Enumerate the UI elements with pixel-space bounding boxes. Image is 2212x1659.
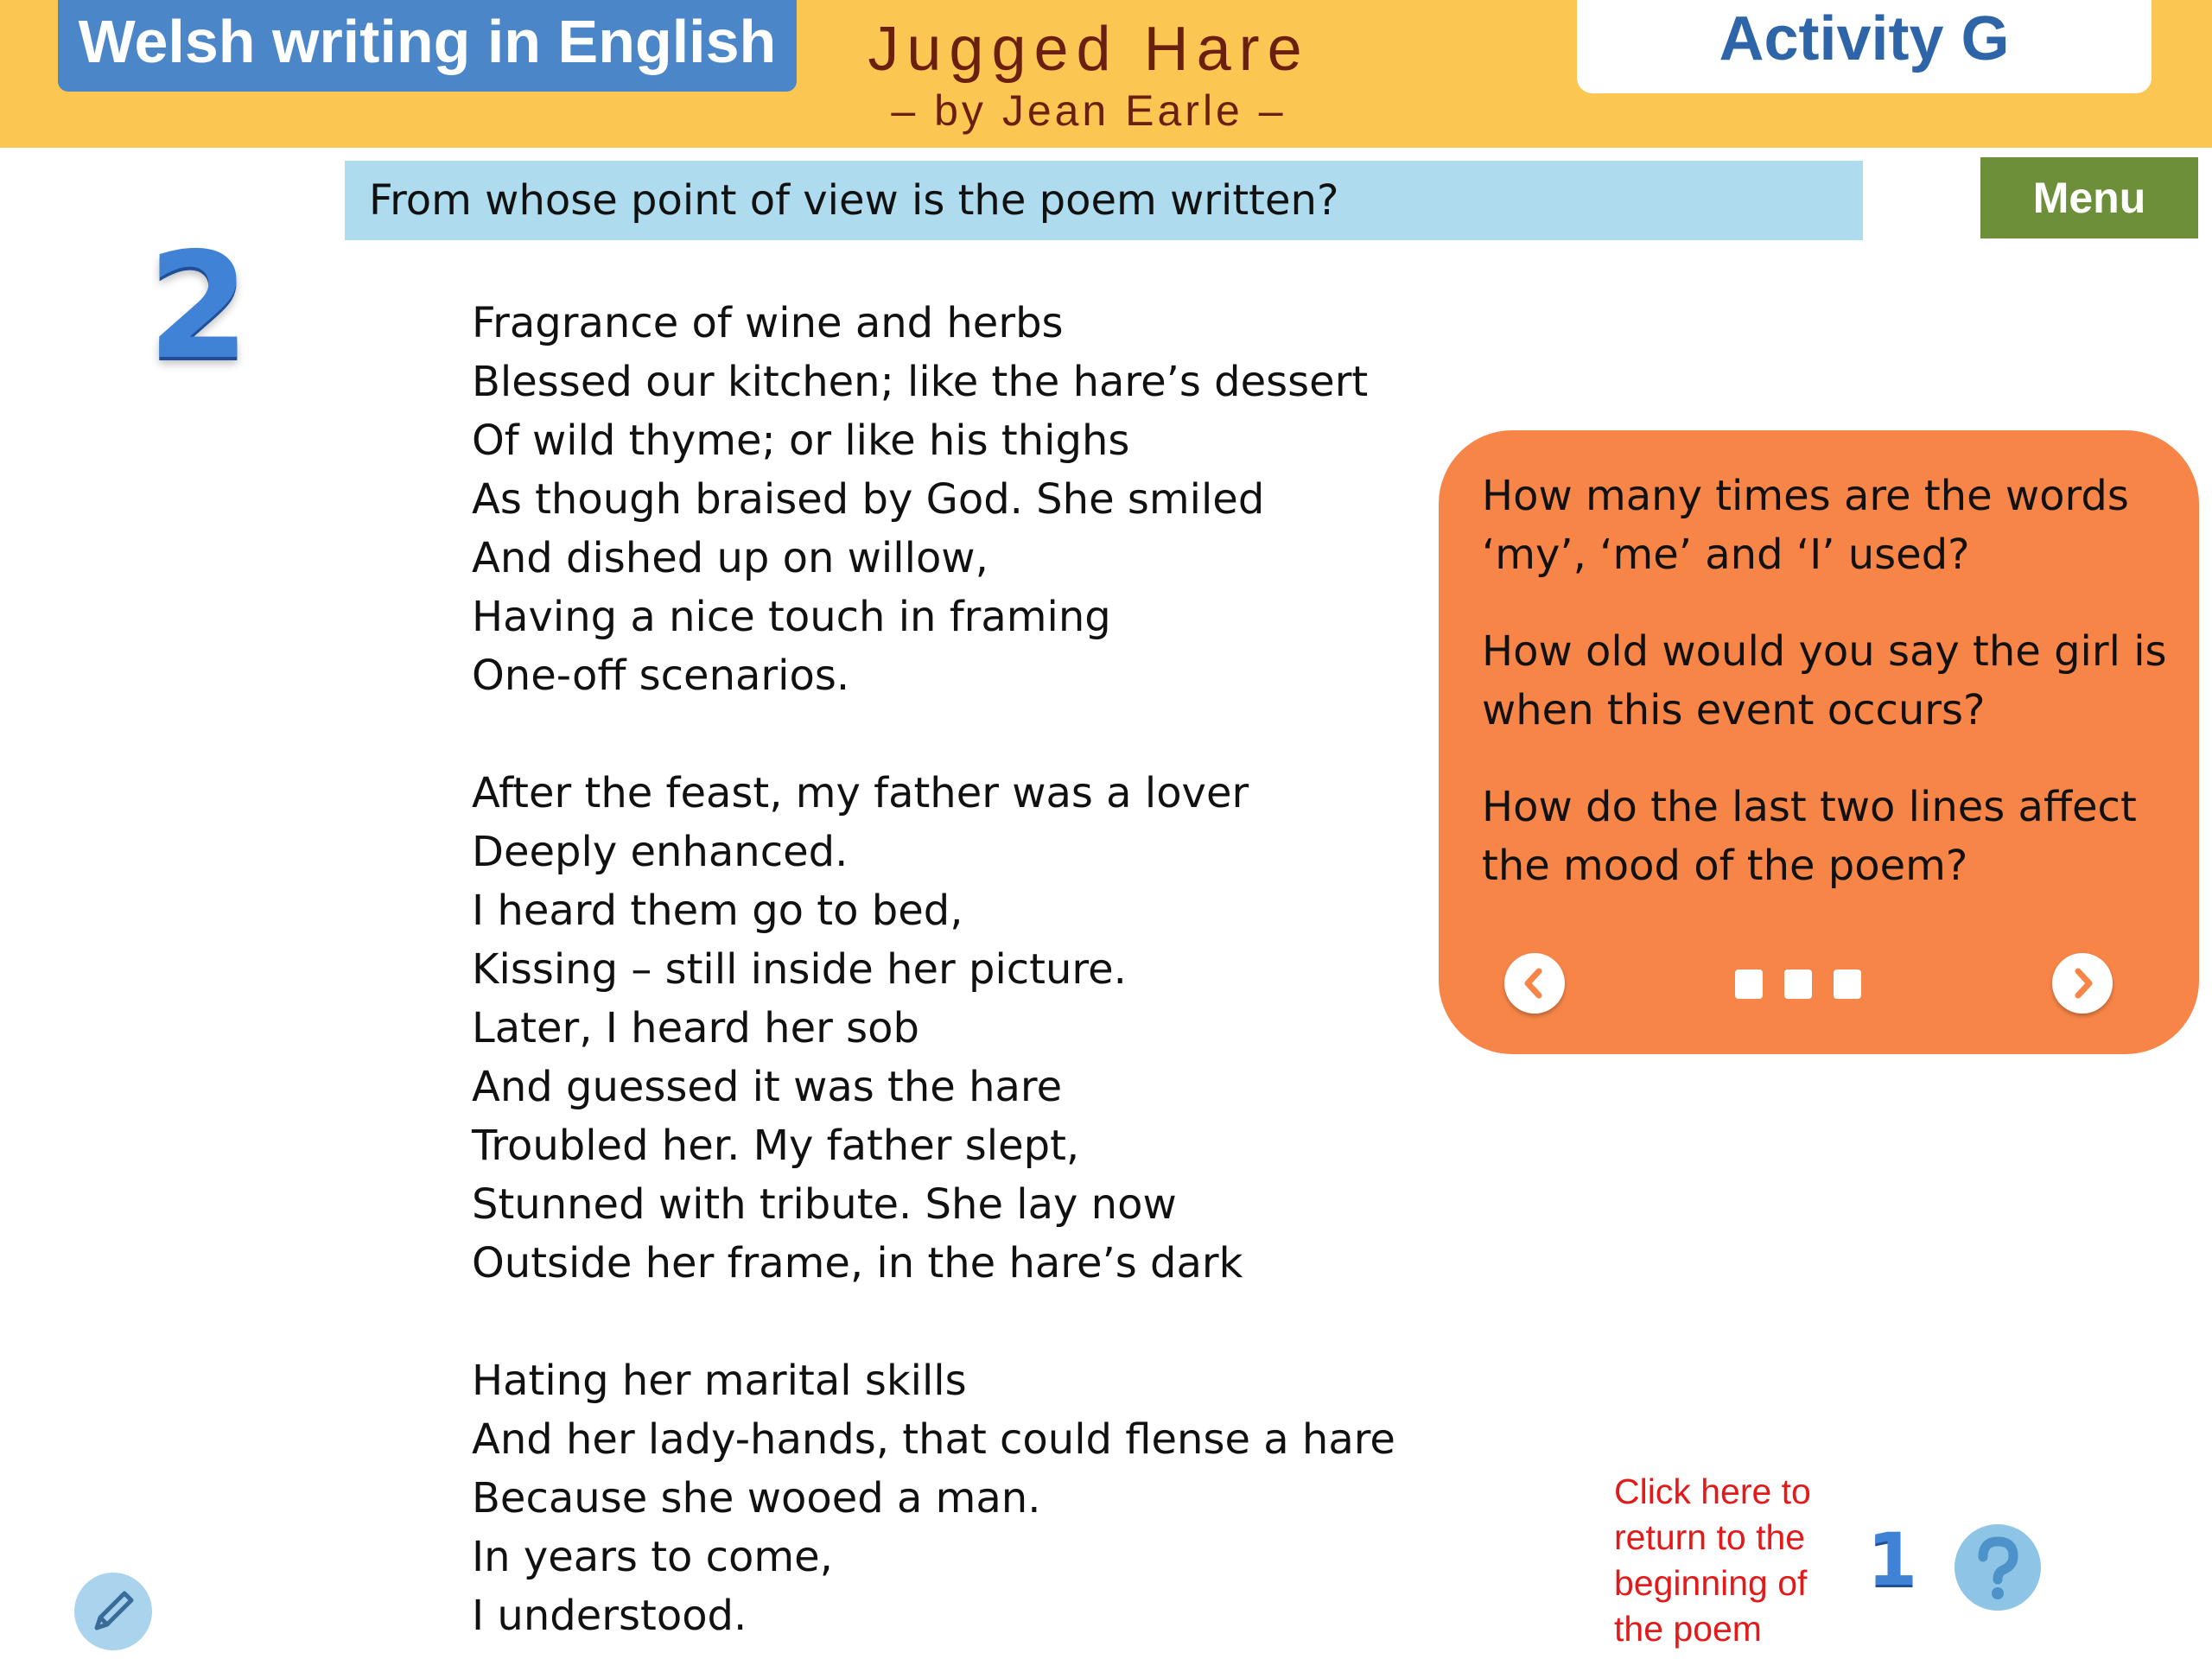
poem-line: Stunned with tribute. She lay now xyxy=(472,1180,1177,1229)
step-number: 2 xyxy=(147,221,251,392)
next-button[interactable] xyxy=(2052,953,2113,1014)
poem-line: After the feast, my father was a lover xyxy=(472,769,1249,817)
chevron-right-icon xyxy=(2052,953,2113,1014)
page-indicator xyxy=(1735,969,1908,1001)
poem-line: In years to come, xyxy=(472,1533,833,1581)
poem-line: Deeply enhanced. xyxy=(472,828,849,876)
poem-text xyxy=(472,294,1395,1645)
chevron-left-icon xyxy=(1504,953,1565,1014)
header-bar xyxy=(0,0,2212,148)
poem-line: Outside her frame, in the hare’s dark xyxy=(472,1239,1243,1287)
page-dot[interactable] xyxy=(1784,969,1812,999)
page-dot[interactable] xyxy=(1834,969,1861,999)
return-to-start-button[interactable]: 1 xyxy=(1866,1517,1918,1602)
poem-line: Hating her marital skills xyxy=(472,1357,967,1405)
poem-line: Having a nice touch in framing xyxy=(472,593,1111,641)
edit-button[interactable] xyxy=(74,1573,152,1650)
question-text: How do the last two lines affect the mood of the poem? xyxy=(1482,783,2137,890)
poem-title: Jugged Hare xyxy=(868,15,1310,84)
poem-line: I heard them go to bed, xyxy=(472,887,963,935)
main-question: From whose point of view is the poem written? xyxy=(345,161,1863,240)
poem-line: Fragrance of wine and herbs xyxy=(472,299,1064,347)
poem-line: Of wild thyme; or like his thighs xyxy=(472,416,1130,465)
poem-line: And her lady-hands, that could flense a hare xyxy=(472,1415,1395,1464)
poem-line: I understood. xyxy=(472,1592,747,1640)
question-text: How old would you say the girl is when this event occurs? xyxy=(1482,627,2167,734)
poem-line: As though braised by God. She smiled xyxy=(472,475,1265,524)
poem-line: And dished up on willow, xyxy=(472,534,988,582)
page-dot[interactable] xyxy=(1735,969,1763,999)
question-mark-icon xyxy=(1955,1524,2041,1611)
question-text: How many times are the words ‘my’, ‘me’ and ‘I’ used? xyxy=(1482,472,2129,579)
menu-button[interactable]: Menu xyxy=(1980,157,2198,238)
poem-line: Kissing – still inside her picture. xyxy=(472,945,1127,994)
series-title: Welsh writing in English xyxy=(58,0,797,92)
poem-line: One-off scenarios. xyxy=(472,652,850,700)
poem-line: Blessed our kitchen; like the hare’s dessert xyxy=(472,358,1369,406)
stanza-break xyxy=(472,705,1379,764)
poem-line: And guessed it was the hare xyxy=(472,1063,1063,1111)
poem-line: Later, I heard her sob xyxy=(472,1004,919,1052)
poem-line: Because she wooed a man. xyxy=(472,1474,1041,1522)
previous-button[interactable] xyxy=(1504,953,1565,1014)
activity-label: Activity G xyxy=(1577,0,2152,93)
poem-author: – by Jean Earle – xyxy=(891,86,1287,135)
return-hint: Click here to return to the beginning of the poem xyxy=(1614,1471,1811,1649)
poem-line: Troubled her. My father slept, xyxy=(472,1122,1080,1170)
stanza-break xyxy=(472,1293,1379,1351)
pencil-icon xyxy=(74,1573,152,1650)
help-button[interactable] xyxy=(1955,1524,2041,1611)
question-panel xyxy=(1439,430,2199,1054)
